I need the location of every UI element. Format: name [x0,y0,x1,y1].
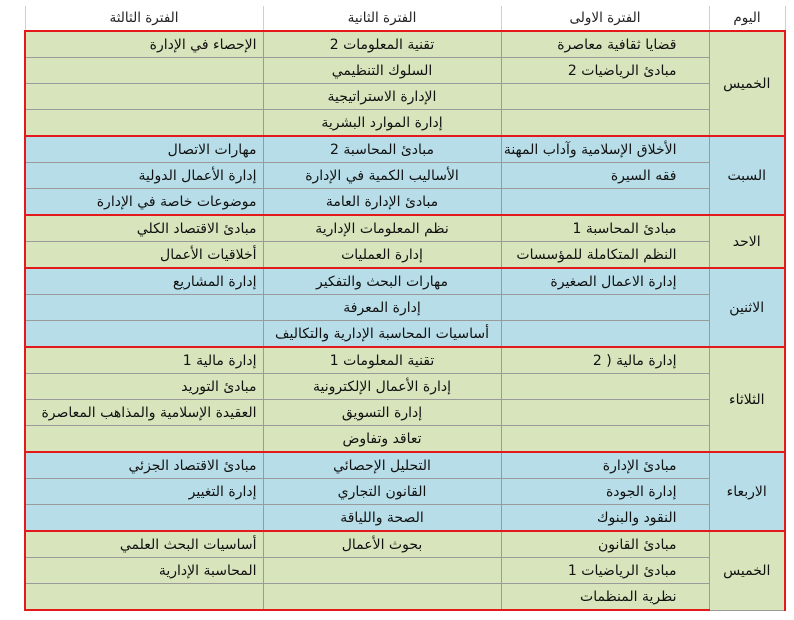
course-cell-period-3: مبادئ الاقتصاد الجزئي [25,452,263,479]
table-row [25,374,785,400]
table-row [25,295,785,321]
table-row [25,110,785,137]
course-cell-period-3: إدارة المشاريع [25,268,263,295]
course-cell-period-1: مبادئ الرياضيات 1 [501,558,709,584]
table-row [25,136,785,163]
day-cell: السبت [709,136,785,215]
course-cell-period-3: إدارة مالية 1 [25,347,263,374]
schedule-container [24,6,786,611]
course-cell-period-3 [25,505,263,532]
course-cell-period-2: إدارة الأعمال الإلكترونية [263,374,501,400]
course-cell-period-1: مبادئ المحاسبة 1 [501,215,709,242]
header-period-3: الفترة الثالثة [25,6,263,31]
course-cell-period-1: مبادئ القانون [501,531,709,558]
table-row [25,347,785,374]
course-cell-period-2: تقنية المعلومات 2 [263,31,501,58]
course-cell-period-3 [25,110,263,137]
course-cell-period-2 [263,584,501,611]
course-cell-period-1: إدارة مالية ( 2 [501,347,709,374]
course-cell-period-1 [501,84,709,110]
course-cell-period-3: أساسيات البحث العلمي [25,531,263,558]
course-cell-period-1: النظم المتكاملة للمؤسسات [501,242,709,269]
table-row [25,505,785,532]
course-cell-period-2: نظم المعلومات الإدارية [263,215,501,242]
day-cell: الاثنين [709,268,785,347]
course-cell-period-1 [501,374,709,400]
table-row [25,479,785,505]
course-cell-period-1 [501,189,709,216]
course-cell-period-1 [501,400,709,426]
course-cell-period-1: إدارة الجودة [501,479,709,505]
table-row [25,58,785,84]
table-row [25,84,785,110]
course-cell-period-2 [263,558,501,584]
day-cell: الثلاثاء [709,347,785,452]
schedule-table [24,6,786,611]
header-period-2: الفترة الثانية [263,6,501,31]
course-cell-period-3: العقيدة الإسلامية والمذاهب المعاصرة [25,400,263,426]
course-cell-period-1: فقه السيرة [501,163,709,189]
course-cell-period-3 [25,295,263,321]
course-cell-period-3: موضوعات خاصة في الإدارة [25,189,263,216]
header-day: اليوم [709,6,785,31]
header-row [25,6,785,31]
course-cell-period-2: إدارة الموارد البشرية [263,110,501,137]
day-cell: الاحد [709,215,785,268]
course-cell-period-3: مبادئ التوريد [25,374,263,400]
course-cell-period-2: القانون التجاري [263,479,501,505]
course-cell-period-3: إدارة الأعمال الدولية [25,163,263,189]
table-row [25,531,785,558]
table-row [25,584,785,611]
course-cell-period-3 [25,426,263,453]
course-cell-period-2: التحليل الإحصائي [263,452,501,479]
day-cell: الاربعاء [709,452,785,531]
table-row [25,242,785,269]
course-cell-period-1: نظرية المنظمات [501,584,709,611]
table-row [25,426,785,453]
course-cell-period-3 [25,321,263,348]
day-cell: الخميس [709,31,785,136]
course-cell-period-2: إدارة العمليات [263,242,501,269]
course-cell-period-1: إدارة الاعمال الصغيرة [501,268,709,295]
course-cell-period-1: النقود والبنوك [501,505,709,532]
course-cell-period-2: مبادئ الإدارة العامة [263,189,501,216]
course-cell-period-1: مبادئ الإدارة [501,452,709,479]
header-period-1: الفترة الاولى [501,6,709,31]
course-cell-period-1 [501,295,709,321]
table-row [25,558,785,584]
course-cell-period-2: مهارات البحث والتفكير [263,268,501,295]
table-row [25,189,785,216]
schedule-body [25,31,785,610]
course-cell-period-1 [501,110,709,137]
table-row [25,400,785,426]
course-cell-period-1 [501,426,709,453]
course-cell-period-2: السلوك التنظيمي [263,58,501,84]
course-cell-period-3: أخلاقيات الأعمال [25,242,263,269]
course-cell-period-3: مبادئ الاقتصاد الكلي [25,215,263,242]
table-row [25,215,785,242]
course-cell-period-2: بحوث الأعمال [263,531,501,558]
table-row [25,31,785,58]
table-row [25,268,785,295]
course-cell-period-2: الصحة واللياقة [263,505,501,532]
course-cell-period-1 [501,321,709,348]
table-row [25,163,785,189]
course-cell-period-1: قضايا ثقافية معاصرة [501,31,709,58]
table-row [25,321,785,348]
course-cell-period-2: مبادئ المحاسبة 2 [263,136,501,163]
course-cell-period-2: الإدارة الاستراتيجية [263,84,501,110]
course-cell-period-3 [25,84,263,110]
course-cell-period-3 [25,584,263,611]
course-cell-period-2: تعاقد وتفاوض [263,426,501,453]
course-cell-period-3: إدارة التغيير [25,479,263,505]
course-cell-period-3: الإحصاء في الإدارة [25,31,263,58]
course-cell-period-2: إدارة التسويق [263,400,501,426]
course-cell-period-1: الأخلاق الإسلامية وآداب المهنة [501,136,709,163]
course-cell-period-2: أساسيات المحاسبة الإدارية والتكاليف [263,321,501,348]
course-cell-period-2: تقنية المعلومات 1 [263,347,501,374]
day-cell: الخميس [709,531,785,610]
table-row [25,452,785,479]
course-cell-period-2: إدارة المعرفة [263,295,501,321]
course-cell-period-1: مبادئ الرياضيات 2 [501,58,709,84]
course-cell-period-3: مهارات الاتصال [25,136,263,163]
course-cell-period-3 [25,58,263,84]
course-cell-period-3: المحاسبة الإدارية [25,558,263,584]
course-cell-period-2: الأساليب الكمية في الإدارة [263,163,501,189]
